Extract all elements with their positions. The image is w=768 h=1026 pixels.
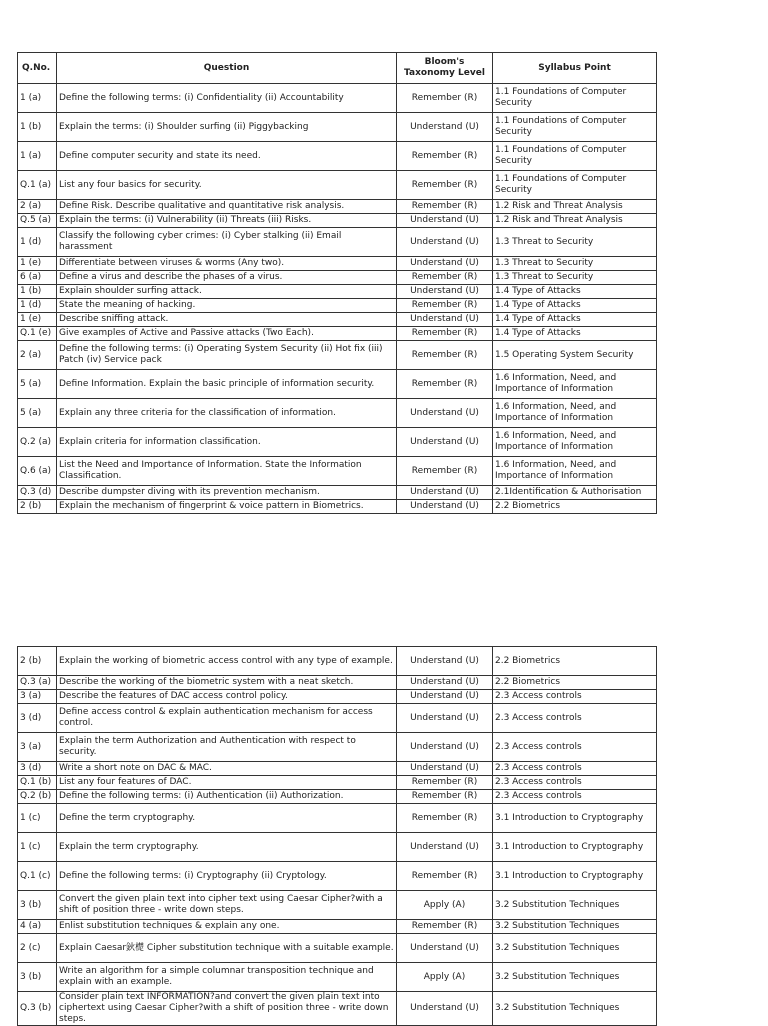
table-row <box>18 690 657 704</box>
cell-question-text: State the meaning of hacking. <box>57 299 397 313</box>
cell-bloom-level: Understand (U) <box>397 228 493 257</box>
table-row <box>18 833 657 862</box>
cell-bloom-level: Understand (U) <box>397 214 493 228</box>
cell-bloom-level: Remember (R) <box>397 776 493 790</box>
cell-question-number: 1 (c) <box>18 804 57 833</box>
table-2-body <box>18 647 657 1026</box>
table-row <box>18 963 657 992</box>
cell-syllabus-point: 3.2 Substitution Techniques <box>493 992 657 1026</box>
cell-bloom-level: Remember (R) <box>397 200 493 214</box>
cell-syllabus-point: 3.2 Substitution Techniques <box>493 934 657 963</box>
cell-bloom-level: Apply (A) <box>397 963 493 992</box>
cell-bloom-level: Understand (U) <box>397 500 493 514</box>
cell-bloom-level: Understand (U) <box>397 399 493 428</box>
table-row <box>18 486 657 500</box>
table-row <box>18 934 657 963</box>
cell-question-text: Define the following terms: (i) Authentication (ii) Authorization. <box>57 790 397 804</box>
cell-syllabus-point: 2.2 Biometrics <box>493 647 657 676</box>
table-row <box>18 500 657 514</box>
cell-question-number: 3 (d) <box>18 704 57 733</box>
cell-question-number: 5 (a) <box>18 370 57 399</box>
cell-syllabus-point: 3.2 Substitution Techniques <box>493 891 657 920</box>
table-row <box>18 142 657 171</box>
table-1-body <box>18 84 657 514</box>
cell-question-text: Differentiate between viruses & worms (Any two). <box>57 257 397 271</box>
cell-question-text: Define the following terms: (i) Operating System Security (ii) Hot fix (iii) Patch (iv) Service pack <box>57 341 397 370</box>
table-row <box>18 171 657 200</box>
cell-bloom-level: Remember (R) <box>397 327 493 341</box>
cell-question-text: Write an algorithm for a simple columnar transposition technique and explain with an example. <box>57 963 397 992</box>
cell-syllabus-point: 1.1 Foundations of Computer Security <box>493 142 657 171</box>
table-row <box>18 228 657 257</box>
cell-bloom-level: Understand (U) <box>397 285 493 299</box>
table-row <box>18 84 657 113</box>
cell-bloom-level: Remember (R) <box>397 299 493 313</box>
cell-bloom-level: Understand (U) <box>397 486 493 500</box>
question-table-1 <box>17 52 657 514</box>
cell-question-text: Explain the term cryptography. <box>57 833 397 862</box>
cell-question-text: Define Risk. Describe qualitative and quantitative risk analysis. <box>57 200 397 214</box>
cell-question-number: 2 (b) <box>18 647 57 676</box>
cell-bloom-level: Understand (U) <box>397 704 493 733</box>
header-syllabus: Syllabus Point <box>493 53 657 84</box>
cell-syllabus-point: 2.3 Access controls <box>493 776 657 790</box>
table-row <box>18 271 657 285</box>
header-bloom: Bloom's Taxonomy Level <box>397 53 493 84</box>
cell-question-text: Explain the terms: (i) Vulnerability (ii) Threats (iii) Risks. <box>57 214 397 228</box>
cell-question-number: Q.2 (b) <box>18 790 57 804</box>
cell-question-text: Explain the working of biometric access control with any type of example. <box>57 647 397 676</box>
table-row <box>18 313 657 327</box>
cell-bloom-level: Understand (U) <box>397 690 493 704</box>
table-row <box>18 862 657 891</box>
cell-bloom-level: Remember (R) <box>397 862 493 891</box>
cell-bloom-level: Remember (R) <box>397 341 493 370</box>
cell-question-text: Define Information. Explain the basic principle of information security. <box>57 370 397 399</box>
cell-syllabus-point: 1.4 Type of Attacks <box>493 299 657 313</box>
table-row <box>18 457 657 486</box>
cell-question-text: Define the following terms: (i) Cryptography (ii) Cryptology. <box>57 862 397 891</box>
cell-question-number: 2 (a) <box>18 341 57 370</box>
cell-question-text: Enlist substitution techniques & explain any one. <box>57 920 397 934</box>
cell-bloom-level: Understand (U) <box>397 833 493 862</box>
cell-question-number: 1 (d) <box>18 299 57 313</box>
cell-question-text: Consider plain text INFORMATION?and convert the given plain text into ciphertext using Caesar Cipher?with a shift of position three - write down steps. <box>57 992 397 1026</box>
cell-question-number: 1 (a) <box>18 142 57 171</box>
table-row <box>18 790 657 804</box>
cell-question-text: Convert the given plain text into cipher text using Caesar Cipher?with a shift of position three - write down steps. <box>57 891 397 920</box>
table-row <box>18 992 657 1026</box>
cell-question-number: 3 (d) <box>18 762 57 776</box>
cell-syllabus-point: 1.2 Risk and Threat Analysis <box>493 214 657 228</box>
cell-syllabus-point: 3.1 Introduction to Cryptography <box>493 804 657 833</box>
cell-question-text: Describe sniffing attack. <box>57 313 397 327</box>
cell-bloom-level: Understand (U) <box>397 934 493 963</box>
cell-syllabus-point: 1.1 Foundations of Computer Security <box>493 171 657 200</box>
cell-bloom-level: Understand (U) <box>397 257 493 271</box>
cell-question-number: 3 (b) <box>18 891 57 920</box>
cell-bloom-level: Understand (U) <box>397 647 493 676</box>
cell-bloom-level: Understand (U) <box>397 676 493 690</box>
table-row <box>18 285 657 299</box>
cell-question-number: Q.3 (a) <box>18 676 57 690</box>
cell-bloom-level: Apply (A) <box>397 891 493 920</box>
cell-question-number: 2 (c) <box>18 934 57 963</box>
table-row <box>18 762 657 776</box>
cell-syllabus-point: 1.3 Threat to Security <box>493 228 657 257</box>
cell-syllabus-point: 1.6 Information, Need, and Importance of Information <box>493 428 657 457</box>
cell-syllabus-point: 1.6 Information, Need, and Importance of Information <box>493 457 657 486</box>
header-qno: Q.No. <box>18 53 57 84</box>
cell-bloom-level: Understand (U) <box>397 992 493 1026</box>
cell-question-number: Q.5 (a) <box>18 214 57 228</box>
cell-syllabus-point: 3.1 Introduction to Cryptography <box>493 833 657 862</box>
cell-bloom-level: Understand (U) <box>397 762 493 776</box>
cell-question-number: 1 (b) <box>18 113 57 142</box>
cell-question-number: Q.3 (b) <box>18 992 57 1026</box>
cell-bloom-level: Remember (R) <box>397 84 493 113</box>
cell-bloom-level: Remember (R) <box>397 370 493 399</box>
cell-question-text: Write a short note on DAC & MAC. <box>57 762 397 776</box>
table-row <box>18 704 657 733</box>
cell-syllabus-point: 3.2 Substitution Techniques <box>493 963 657 992</box>
cell-syllabus-point: 1.4 Type of Attacks <box>493 285 657 299</box>
cell-bloom-level: Remember (R) <box>397 920 493 934</box>
question-table-2 <box>17 646 657 1026</box>
cell-question-number: 1 (b) <box>18 285 57 299</box>
cell-bloom-level: Remember (R) <box>397 271 493 285</box>
cell-bloom-level: Understand (U) <box>397 428 493 457</box>
cell-question-text: Explain any three criteria for the classification of information. <box>57 399 397 428</box>
cell-question-number: 1 (c) <box>18 833 57 862</box>
cell-syllabus-point: 2.2 Biometrics <box>493 500 657 514</box>
cell-question-text: Classify the following cyber crimes: (i) Cyber stalking (ii) Email harassment <box>57 228 397 257</box>
cell-syllabus-point: 2.3 Access controls <box>493 733 657 762</box>
cell-bloom-level: Understand (U) <box>397 313 493 327</box>
table-row <box>18 200 657 214</box>
cell-question-number: 1 (e) <box>18 313 57 327</box>
cell-bloom-level: Remember (R) <box>397 804 493 833</box>
table-row <box>18 891 657 920</box>
cell-question-number: Q.3 (d) <box>18 486 57 500</box>
table-row <box>18 370 657 399</box>
table-row <box>18 733 657 762</box>
cell-syllabus-point: 1.6 Information, Need, and Importance of Information <box>493 370 657 399</box>
cell-question-number: 2 (a) <box>18 200 57 214</box>
header-question: Question <box>57 53 397 84</box>
cell-question-number: Q.1 (b) <box>18 776 57 790</box>
table-row <box>18 327 657 341</box>
cell-question-number: 6 (a) <box>18 271 57 285</box>
cell-question-text: Define a virus and describe the phases of a virus. <box>57 271 397 285</box>
cell-bloom-level: Remember (R) <box>397 171 493 200</box>
cell-syllabus-point: 1.6 Information, Need, and Importance of Information <box>493 399 657 428</box>
cell-question-text: Explain the mechanism of fingerprint & voice pattern in Biometrics. <box>57 500 397 514</box>
cell-question-text: Define the term cryptography. <box>57 804 397 833</box>
cell-question-text: Give examples of Active and Passive attacks (Two Each). <box>57 327 397 341</box>
cell-question-text: List any four basics for security. <box>57 171 397 200</box>
cell-question-text: List the Need and Importance of Information. State the Information Classification. <box>57 457 397 486</box>
cell-question-number: Q.6 (a) <box>18 457 57 486</box>
cell-syllabus-point: 1.4 Type of Attacks <box>493 313 657 327</box>
cell-question-number: Q.1 (e) <box>18 327 57 341</box>
cell-question-number: Q.1 (c) <box>18 862 57 891</box>
cell-question-text: Explain shoulder surfing attack. <box>57 285 397 299</box>
table-row <box>18 299 657 313</box>
cell-question-text: Define access control & explain authentication mechanism for access control. <box>57 704 397 733</box>
cell-syllabus-point: 2.3 Access controls <box>493 690 657 704</box>
cell-question-number: 3 (a) <box>18 690 57 704</box>
table-row <box>18 399 657 428</box>
cell-question-number: Q.2 (a) <box>18 428 57 457</box>
table-row <box>18 804 657 833</box>
cell-question-number: 1 (a) <box>18 84 57 113</box>
cell-question-text: Explain the terms: (i) Shoulder surfing (ii) Piggybacking <box>57 113 397 142</box>
cell-syllabus-point: 2.1Identification & Authorisation <box>493 486 657 500</box>
cell-bloom-level: Understand (U) <box>397 733 493 762</box>
cell-question-number: 3 (b) <box>18 963 57 992</box>
cell-bloom-level: Remember (R) <box>397 457 493 486</box>
cell-syllabus-point: 2.2 Biometrics <box>493 676 657 690</box>
cell-question-number: 3 (a) <box>18 733 57 762</box>
cell-question-number: 5 (a) <box>18 399 57 428</box>
cell-bloom-level: Remember (R) <box>397 142 493 171</box>
cell-syllabus-point: 1.3 Threat to Security <box>493 271 657 285</box>
cell-question-text: Explain the term Authorization and Authentication with respect to security. <box>57 733 397 762</box>
cell-syllabus-point: 1.2 Risk and Threat Analysis <box>493 200 657 214</box>
cell-bloom-level: Remember (R) <box>397 790 493 804</box>
cell-question-text: Describe the working of the biometric system with a neat sketch. <box>57 676 397 690</box>
cell-question-number: 2 (b) <box>18 500 57 514</box>
cell-syllabus-point: 3.2 Substitution Techniques <box>493 920 657 934</box>
cell-syllabus-point: 3.1 Introduction to Cryptography <box>493 862 657 891</box>
table-row <box>18 113 657 142</box>
cell-syllabus-point: 1.4 Type of Attacks <box>493 327 657 341</box>
table-row <box>18 920 657 934</box>
cell-question-text: Define the following terms: (i) Confidentiality (ii) Accountability <box>57 84 397 113</box>
cell-syllabus-point: 1.1 Foundations of Computer Security <box>493 84 657 113</box>
cell-question-number: 1 (d) <box>18 228 57 257</box>
table-row <box>18 776 657 790</box>
cell-syllabus-point: 2.3 Access controls <box>493 762 657 776</box>
cell-syllabus-point: 2.3 Access controls <box>493 704 657 733</box>
cell-syllabus-point: 1.3 Threat to Security <box>493 257 657 271</box>
cell-question-text: Describe the features of DAC access control policy. <box>57 690 397 704</box>
cell-syllabus-point: 1.5 Operating System Security <box>493 341 657 370</box>
cell-question-text: List any four features of DAC. <box>57 776 397 790</box>
table-row <box>18 257 657 271</box>
cell-question-text: Explain criteria for information classification. <box>57 428 397 457</box>
cell-syllabus-point: 1.1 Foundations of Computer Security <box>493 113 657 142</box>
table-row <box>18 214 657 228</box>
cell-question-text: Describe dumpster diving with its prevention mechanism. <box>57 486 397 500</box>
cell-question-number: 4 (a) <box>18 920 57 934</box>
table-header-row <box>18 53 657 84</box>
table-row <box>18 341 657 370</box>
cell-question-text: Define computer security and state its need. <box>57 142 397 171</box>
table-row <box>18 647 657 676</box>
table-row <box>18 676 657 690</box>
cell-question-number: 1 (e) <box>18 257 57 271</box>
cell-syllabus-point: 2.3 Access controls <box>493 790 657 804</box>
cell-question-text: Explain Caesar鈥檚 Cipher substitution technique with a suitable example. <box>57 934 397 963</box>
cell-bloom-level: Understand (U) <box>397 113 493 142</box>
cell-question-number: Q.1 (a) <box>18 171 57 200</box>
table-row <box>18 428 657 457</box>
